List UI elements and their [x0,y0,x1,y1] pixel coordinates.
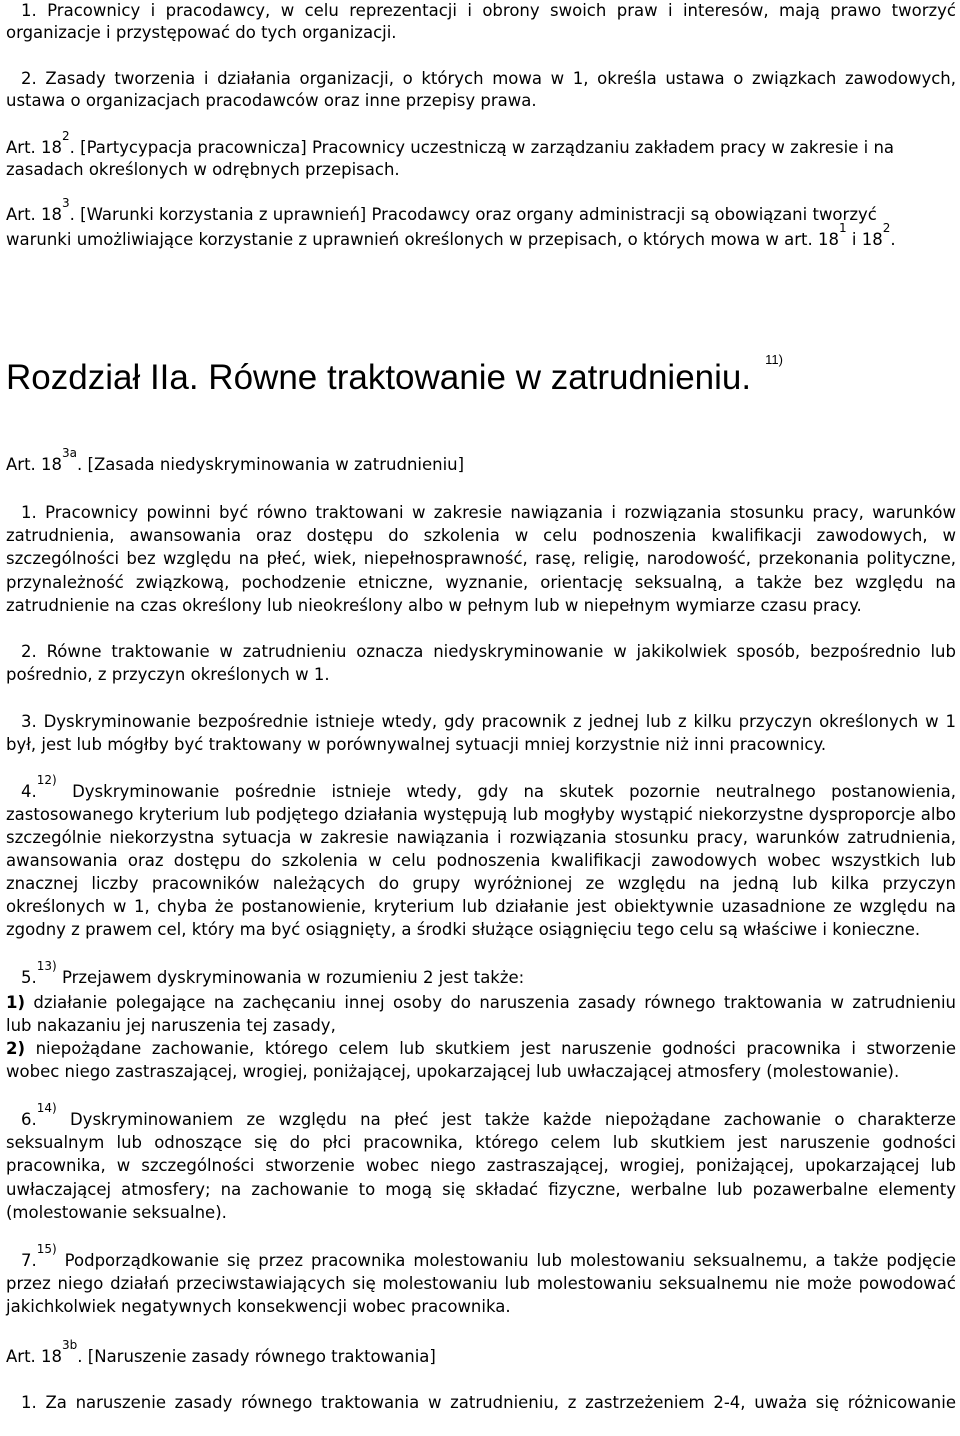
section-text: Dyskryminowanie pośrednie istnieje wtedy, gdy na skutek pozornie neutralnego postanowienia, [56,782,956,801]
article-18-2-line-1 [6,129,956,159]
paragraph-1-line-2: organizacje i przystępować do tych organizacji. [6,23,397,42]
section-6-line-5: (molestowanie seksualne). [6,1203,227,1222]
section-6-line-2: seksualnym lub odnoszące się do płci pracownika, którego celem lub skutkiem jest naruszenie godności [6,1133,956,1152]
footnote-marker: 14) [36,1101,57,1115]
section-2-line-1: 2. Równe traktowanie w zatrudnieniu oznacza niedyskryminowanie w jakikolwiek sposób, bezpośrednio lub [21,642,956,661]
article-number: Art. 18 [6,1347,63,1366]
section-4-line-2: zastosowanego kryterium lub podjętego działania występują lub mogłyby wystąpić niekorzystne dysproporcje albo [6,805,956,824]
section-text: Dyskryminowaniem ze względu na płeć jest także każde niepożądane zachowanie o charakterze [56,1110,956,1129]
section-4-line-1 [21,773,956,803]
article-text: . [890,230,896,249]
article-superscript: 3a [62,446,78,460]
article-superscript: 3b [62,1338,78,1352]
article-number: Art. 18 [6,138,63,157]
article-text: i 18 [846,230,883,249]
section-6-line-3: pracownika, w szczególności stworzenie wobec niego zastraszającej, wrogiej, poniżającej, upokarzającej lub [6,1156,956,1175]
section-3-line-2: był, jest lub mógłby być traktowany w porównywalnej sytuacji mniej korzystnie niż inni pracownicy. [6,735,827,754]
section-5-item-2-line-1 [6,1038,956,1060]
article-text: . [Partycypacja pracownicza] Pracownicy uczestniczą w zarządzaniu zakładem pracy w zakresie i na [69,138,895,157]
article-superscript: 2 [882,221,891,235]
article-18-3b-heading [6,1338,956,1368]
section-text: Przejawem dyskryminowania w rozumieniu 2 jest także: [56,968,525,987]
section-1-line-3: szczególności bez względu na płeć, wiek, niepełnosprawność, rasę, religię, narodowość, przekonania polityczne, [6,549,956,568]
section-7-line-2: przez niego działań przeciwstawiających się molestowaniu lub molestowaniu seksualnemu nie może powodować [6,1274,956,1293]
chapter-footnote: 11) [765,352,783,367]
footnote-marker: 13) [36,959,57,973]
section-4-line-5: znacznej liczby pracowników należących do grupy wyróżnionej ze względu na jedną lub kilka przyczyn [6,874,956,893]
section-4-line-4: awansowania oraz dostępu do szkolenia w celu podnoszenia kwalifikacji zawodowych wobec wszystkich lub [6,851,956,870]
paragraph-2-line-2: ustawa o organizacjach pracodawców oraz inne przepisy prawa. [6,91,537,110]
article-superscript: 2 [62,129,70,143]
article-number: Art. 18 [6,455,63,474]
section-number: 4. [21,782,37,801]
section-5-item-1-line-1 [6,992,956,1014]
section-4-line-6: określonych w 1, chyba że postanowienie, kryterium lub działanie jest obiektywnie uzasadnione ze względu na [6,897,956,916]
section-text: Podporządkowanie się przez pracownika molestowaniu lub molestowaniu seksualnemu, a także podjęcie [56,1251,956,1270]
article-18-3-line-2 [6,221,956,251]
section-1-line-5: zatrudnienie na czas określony lub nieokreślony albo w pełnym lub w niepełnym wymiarze czasu pracy. [6,596,862,615]
section-7-line-1 [21,1242,956,1272]
section-5-line-1 [21,959,956,989]
item-text: działanie polegające na zachęcaniu innej osoby do naruszenia zasady równego traktowania w zatrudnieniu [25,993,956,1012]
section-7-line-3: jakichkolwiek negatywnych konsekwencji wobec pracownika. [6,1297,511,1316]
section-4-line-7: zgodny z prawem cel, który ma być osiągnięty, a środki służące osiągnięciu tego celu są właściwe i konieczne. [6,920,921,939]
article-text: . [Warunki korzystania z uprawnień] Pracodawcy oraz organy administracji są obowiązani tworzyć [69,205,877,224]
footnote-marker: 15) [36,1242,57,1256]
chapter-heading [6,352,783,400]
section-5-item-1-line-2: lub nakazaniu jej naruszenia tej zasady, [6,1016,336,1035]
article-18-3a-heading [6,446,956,476]
article-title: . [Naruszenie zasady równego traktowania] [77,1347,436,1366]
chapter-title: Rozdział IIa. Równe traktowanie w zatrudnieniu. [6,358,752,397]
footnote-marker: 12) [36,773,57,787]
section-2-line-2: pośrednio, z przyczyn określonych w 1. [6,665,330,684]
article-number: Art. 18 [6,205,63,224]
article-18-3-line-1 [6,196,956,226]
item-number: 2) [6,1039,26,1058]
section-6-line-4: uwłaczającej atmosfery; na zachowanie to mogą się składać fizyczne, werbalne lub pozawerbalne elementy [6,1180,956,1199]
paragraph-1-line-1: 1. Pracownicy i pracodawcy, w celu reprezentacji i obrony swoich praw i interesów, mają prawo tworzyć [21,1,956,20]
section-3-line-1: 3. Dyskryminowanie bezpośrednie istnieje wtedy, gdy pracownik z jednej lub z kilku przyczyn określonych w 1 [21,712,956,731]
item-text: niepożądane zachowanie, którego celem lub skutkiem jest naruszenie godności pracownika i stworzenie [25,1039,956,1058]
paragraph-2-line-1: 2. Zasady tworzenia i działania organizacji, o których mowa w 1, określa ustawa o związkach zawodowych, [21,69,956,88]
section-number: 7. [21,1251,37,1270]
article-18-3b-line-1: 1. Za naruszenie zasady równego traktowania w zatrudnieniu, z zastrzeżeniem 2-4, uważa się różnicowanie [21,1393,956,1412]
item-number: 1) [6,993,26,1012]
section-1-line-1: 1. Pracownicy powinni być równo traktowani w zakresie nawiązania i rozwiązania stosunku pracy, warunków [21,503,956,522]
section-4-line-3: szczególnie niekorzystna sytuacja w zakresie nawiązania i rozwiązania stosunku pracy, warunków zatrudnienia, [6,828,956,847]
article-18-2-line-2: zasadach określonych w odrębnych przepisach. [6,160,400,179]
article-title: . [Zasada niedyskryminowania w zatrudnieniu] [77,455,465,474]
section-1-line-4: przynależność związkową, pochodzenie etniczne, wyznanie, orientację seksualną, a także bez względu na [6,573,956,592]
article-text: warunki umożliwiające korzystanie z uprawnień określonych w przepisach, o których mowa w art. 18 [6,230,839,249]
section-1-line-2: zatrudnienia, awansowania oraz dostępu do szkolenia w celu podnoszenia kwalifikacji zawodowych, w [6,526,956,545]
article-superscript: 1 [838,221,847,235]
section-6-line-1 [21,1101,956,1131]
article-superscript: 3 [62,196,70,210]
section-number: 6. [21,1110,37,1129]
section-number: 5. [21,968,37,987]
section-5-item-2-line-2: wobec niego zastraszającej, wrogiej, poniżającej, upokarzającej lub uwłaczającej atmosfery (molestowanie). [6,1062,900,1081]
